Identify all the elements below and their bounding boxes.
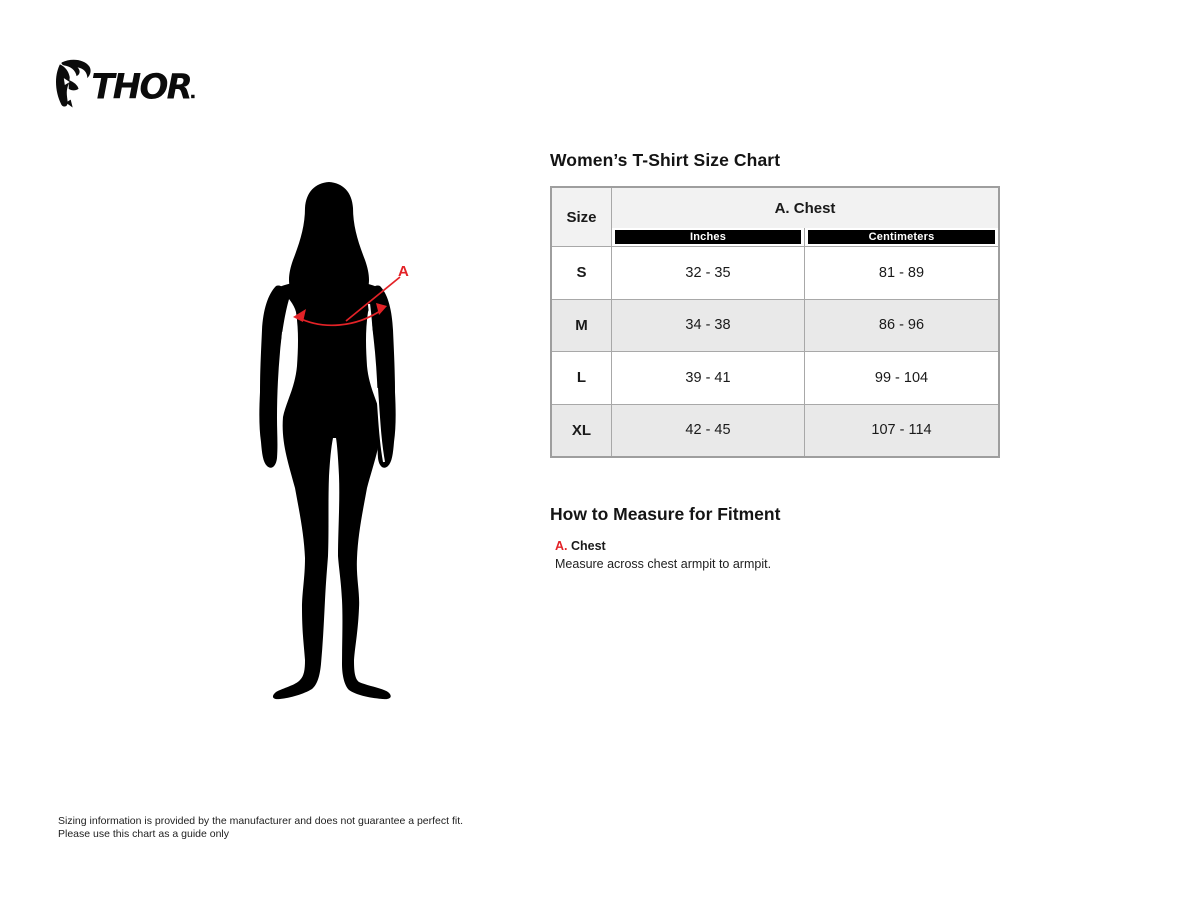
table-cell-inches: 39 - 41 [612, 351, 805, 404]
table-row-size: M [552, 299, 612, 352]
table-cell-inches: 34 - 38 [612, 299, 805, 352]
female-figure-silhouette [250, 180, 440, 715]
thor-logo-icon [56, 60, 91, 108]
table-cell-inches: 42 - 45 [612, 404, 805, 457]
how-to-measure-title: How to Measure for Fitment [550, 504, 781, 524]
inches-header: Inches [615, 230, 801, 244]
size-table [550, 186, 1000, 458]
disclaimer-line-1: Sizing information is provided by the manufacturer and does not guarantee a perfect fit. [58, 815, 464, 827]
size-chart-title: Women’s T-Shirt Size Chart [550, 150, 781, 170]
measure-item-letter: A. [555, 539, 568, 553]
table-row-size: L [552, 351, 612, 404]
inches-header-cell [612, 228, 805, 246]
thor-logo [56, 58, 198, 108]
disclaimer-line-2: Please use this chart as a guide only [58, 827, 230, 840]
table-cell-centimeters: 86 - 96 [805, 299, 998, 352]
thor-logo-period [191, 95, 194, 98]
silhouette-head-hair [289, 182, 369, 296]
silhouette-gap-left-elbow [281, 332, 283, 386]
table-cell-centimeters: 81 - 89 [805, 246, 998, 299]
table-row-size: S [552, 246, 612, 299]
centimeters-header-cell [805, 228, 998, 246]
chest-annotation-label: A [398, 263, 409, 280]
centimeters-header: Centimeters [808, 230, 995, 244]
silhouette-body [273, 280, 391, 700]
size-column-header: Size [552, 188, 612, 246]
table-row-size: XL [552, 404, 612, 457]
measure-item-description: Measure across chest armpit to armpit. [555, 557, 772, 571]
measure-item-name: Chest [570, 539, 606, 553]
table-cell-centimeters: 99 - 104 [805, 351, 998, 404]
thor-logo-text: THOR [91, 67, 191, 108]
chest-column-header: A. Chest [612, 188, 998, 228]
table-cell-centimeters: 107 - 114 [805, 404, 998, 457]
measure-item-heading [555, 539, 606, 553]
disclaimer [58, 815, 463, 840]
table-cell-inches: 32 - 35 [612, 246, 805, 299]
